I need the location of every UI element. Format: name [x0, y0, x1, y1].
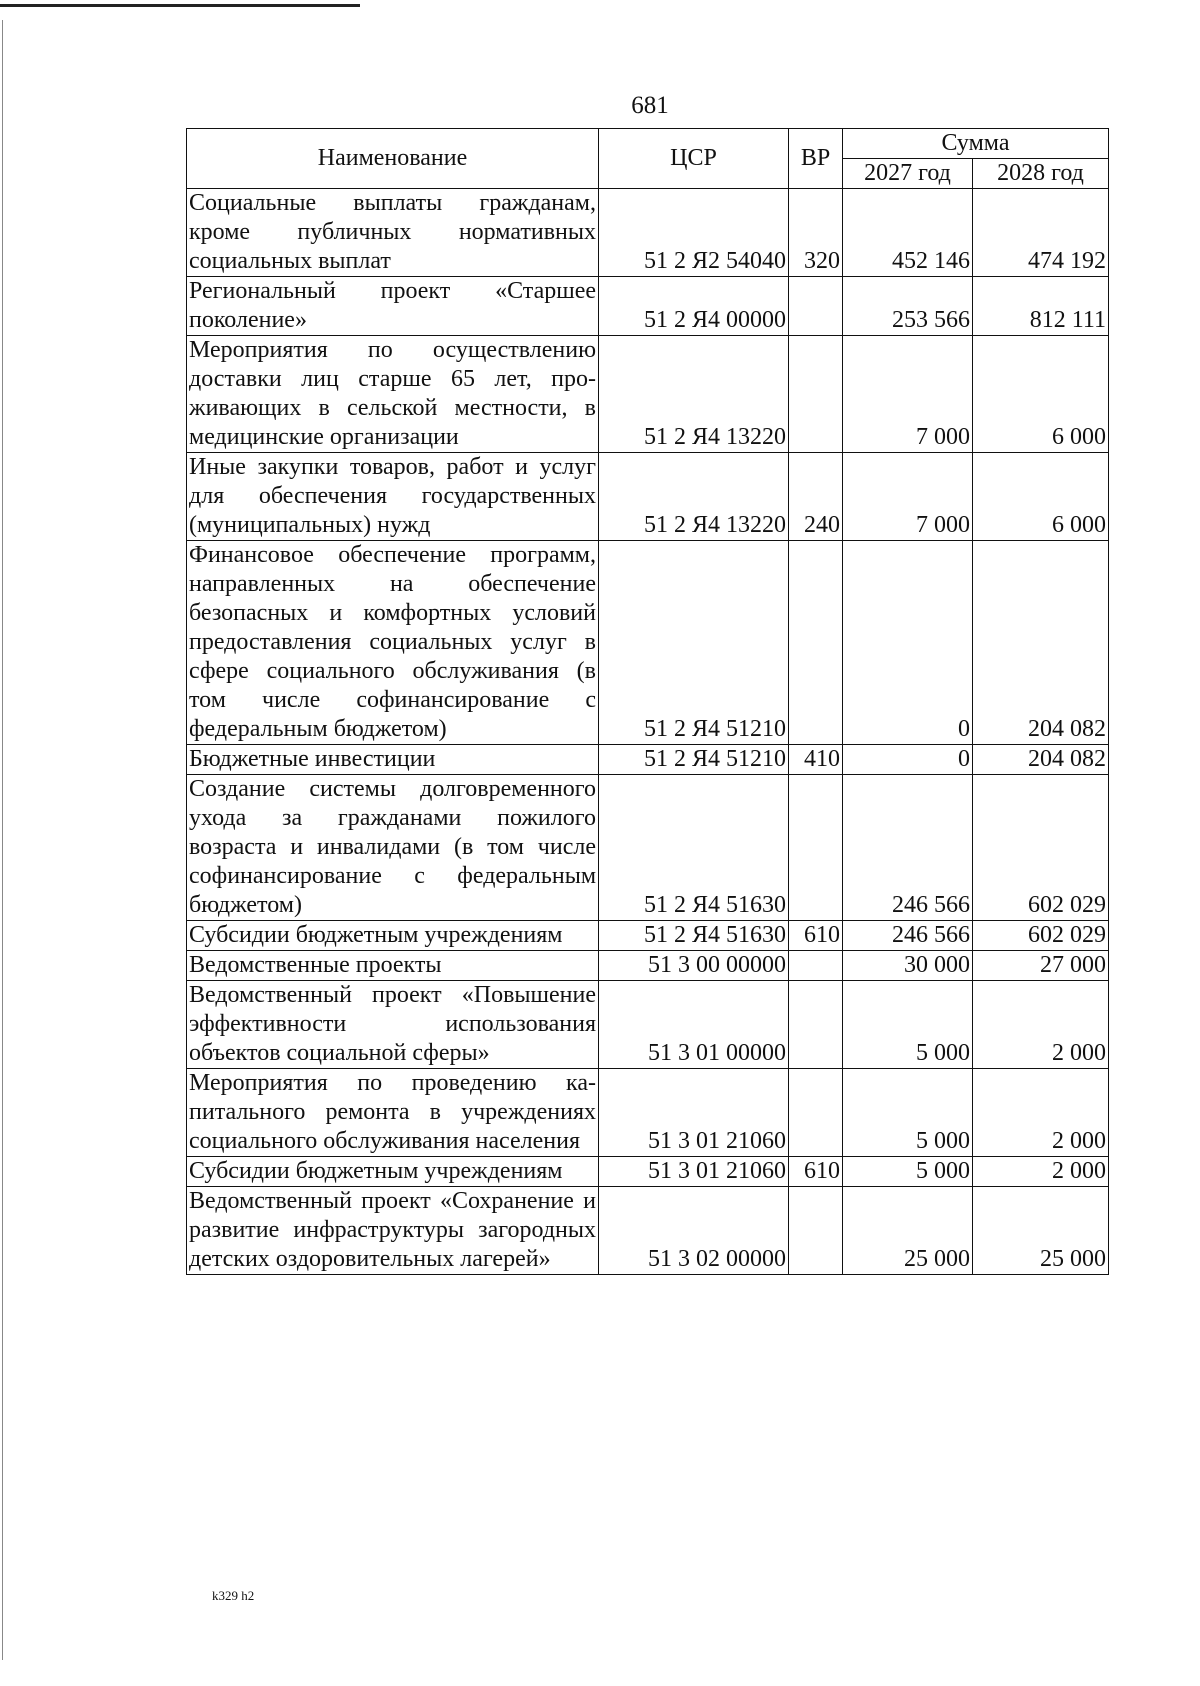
row-csr: 51 3 01 21060 — [599, 1157, 789, 1187]
table-row — [187, 951, 1109, 981]
document-code: k329 h2 — [212, 1588, 255, 1603]
row-sum-2027: 30 000 — [843, 951, 973, 981]
row-vr — [789, 541, 843, 745]
row-name: Региональный проект «Старшее поколение» — [187, 277, 599, 336]
row-sum-2028: 2 000 — [973, 1069, 1109, 1157]
row-csr: 51 2 Я4 13220 — [599, 453, 789, 541]
table-row — [187, 745, 1109, 775]
row-sum-2028: 602 029 — [973, 775, 1109, 921]
row-name: Субсидии бюджетным учреждениям — [187, 1157, 599, 1187]
row-vr: 610 — [789, 921, 843, 951]
table-row — [187, 981, 1109, 1069]
row-csr: 51 2 Я4 51210 — [599, 745, 789, 775]
row-csr: 51 3 01 21060 — [599, 1069, 789, 1157]
row-sum-2027: 7 000 — [843, 453, 973, 541]
row-sum-2028: 6 000 — [973, 453, 1109, 541]
row-sum-2028: 6 000 — [973, 336, 1109, 453]
row-sum-2027: 5 000 — [843, 981, 973, 1069]
header-vr: ВР — [789, 129, 843, 189]
row-name: Создание системы долговременного ухода за гражданами пожилого возраста и инвалидами (в том числе софинансирование с федеральным бюджетом) — [187, 775, 599, 921]
table-row — [187, 1069, 1109, 1157]
row-vr — [789, 336, 843, 453]
row-sum-2028: 204 082 — [973, 745, 1109, 775]
row-name: Субсидии бюджетным учреждениям — [187, 921, 599, 951]
header-sum: Сумма — [843, 129, 1109, 159]
row-name: Ведомственный проект «Сохранение и развитие инфраструктуры загородных детских оздоровительных лагерей» — [187, 1187, 599, 1275]
row-sum-2028: 474 192 — [973, 189, 1109, 277]
row-vr: 610 — [789, 1157, 843, 1187]
row-csr: 51 2 Я4 51630 — [599, 921, 789, 951]
table-row — [187, 453, 1109, 541]
row-sum-2027: 253 566 — [843, 277, 973, 336]
budget-table — [186, 128, 1109, 1275]
row-csr: 51 3 01 00000 — [599, 981, 789, 1069]
table-row — [187, 775, 1109, 921]
row-csr: 51 2 Я4 13220 — [599, 336, 789, 453]
header-year-2028: 2028 год — [973, 159, 1109, 189]
row-csr: 51 3 02 00000 — [599, 1187, 789, 1275]
row-vr — [789, 981, 843, 1069]
table-row — [187, 1157, 1109, 1187]
row-csr: 51 2 Я4 51210 — [599, 541, 789, 745]
table-header — [187, 129, 1109, 189]
row-name: Ведомственные проекты — [187, 951, 599, 981]
row-name: Бюджетные инвестиции — [187, 745, 599, 775]
table-row — [187, 1187, 1109, 1275]
row-name: Мероприятия по проведению капитального ремонта в учреждениях социального обслуживания населения — [187, 1069, 599, 1157]
row-csr: 51 3 00 00000 — [599, 951, 789, 981]
row-vr — [789, 1069, 843, 1157]
header-name: Наименование — [187, 129, 599, 189]
row-vr: 320 — [789, 189, 843, 277]
scan-edge — [2, 20, 3, 1660]
table-row — [187, 189, 1109, 277]
table-row — [187, 541, 1109, 745]
table-row — [187, 921, 1109, 951]
scan-artifact-line — [0, 4, 360, 7]
row-sum-2027: 452 146 — [843, 189, 973, 277]
header-year-2027: 2027 год — [843, 159, 973, 189]
row-csr: 51 2 Я4 51630 — [599, 775, 789, 921]
row-csr: 51 2 Я2 54040 — [599, 189, 789, 277]
row-name: Иные закупки товаров, работ и услуг для обеспечения государственных (муниципальных) нужд — [187, 453, 599, 541]
row-vr — [789, 1187, 843, 1275]
row-sum-2027: 246 566 — [843, 775, 973, 921]
row-csr: 51 2 Я4 00000 — [599, 277, 789, 336]
row-name: Социальные выплаты гражданам, кроме публичных нормативных социальных выплат — [187, 189, 599, 277]
row-sum-2028: 812 111 — [973, 277, 1109, 336]
table-row — [187, 336, 1109, 453]
row-sum-2027: 7 000 — [843, 336, 973, 453]
row-sum-2027: 0 — [843, 745, 973, 775]
row-sum-2027: 5 000 — [843, 1069, 973, 1157]
row-vr — [789, 951, 843, 981]
row-vr: 240 — [789, 453, 843, 541]
row-sum-2027: 5 000 — [843, 1157, 973, 1187]
row-sum-2028: 204 082 — [973, 541, 1109, 745]
row-sum-2028: 2 000 — [973, 981, 1109, 1069]
row-sum-2028: 602 029 — [973, 921, 1109, 951]
table-body — [187, 189, 1109, 1275]
row-sum-2027: 25 000 — [843, 1187, 973, 1275]
row-vr — [789, 775, 843, 921]
row-sum-2027: 0 — [843, 541, 973, 745]
row-sum-2027: 246 566 — [843, 921, 973, 951]
row-vr: 410 — [789, 745, 843, 775]
row-name: Финансовое обеспечение программ, направленных на обеспечение безопасных и комфортных условий предоставления социальных услуг в сфере социального обслуживания (в том числе софинансирование с федеральным бюджетом) — [187, 541, 599, 745]
row-sum-2028: 2 000 — [973, 1157, 1109, 1187]
row-name: Мероприятия по осуществлению доставки лиц старше 65 лет, проживающих в сельской местности, в медицинские организации — [187, 336, 599, 453]
header-csr: ЦСР — [599, 129, 789, 189]
row-name: Ведомственный проект «Повышение эффективности использования объектов социальной сферы» — [187, 981, 599, 1069]
row-sum-2028: 25 000 — [973, 1187, 1109, 1275]
row-sum-2028: 27 000 — [973, 951, 1109, 981]
row-vr — [789, 277, 843, 336]
page-number: 681 — [631, 92, 669, 119]
table-row — [187, 277, 1109, 336]
